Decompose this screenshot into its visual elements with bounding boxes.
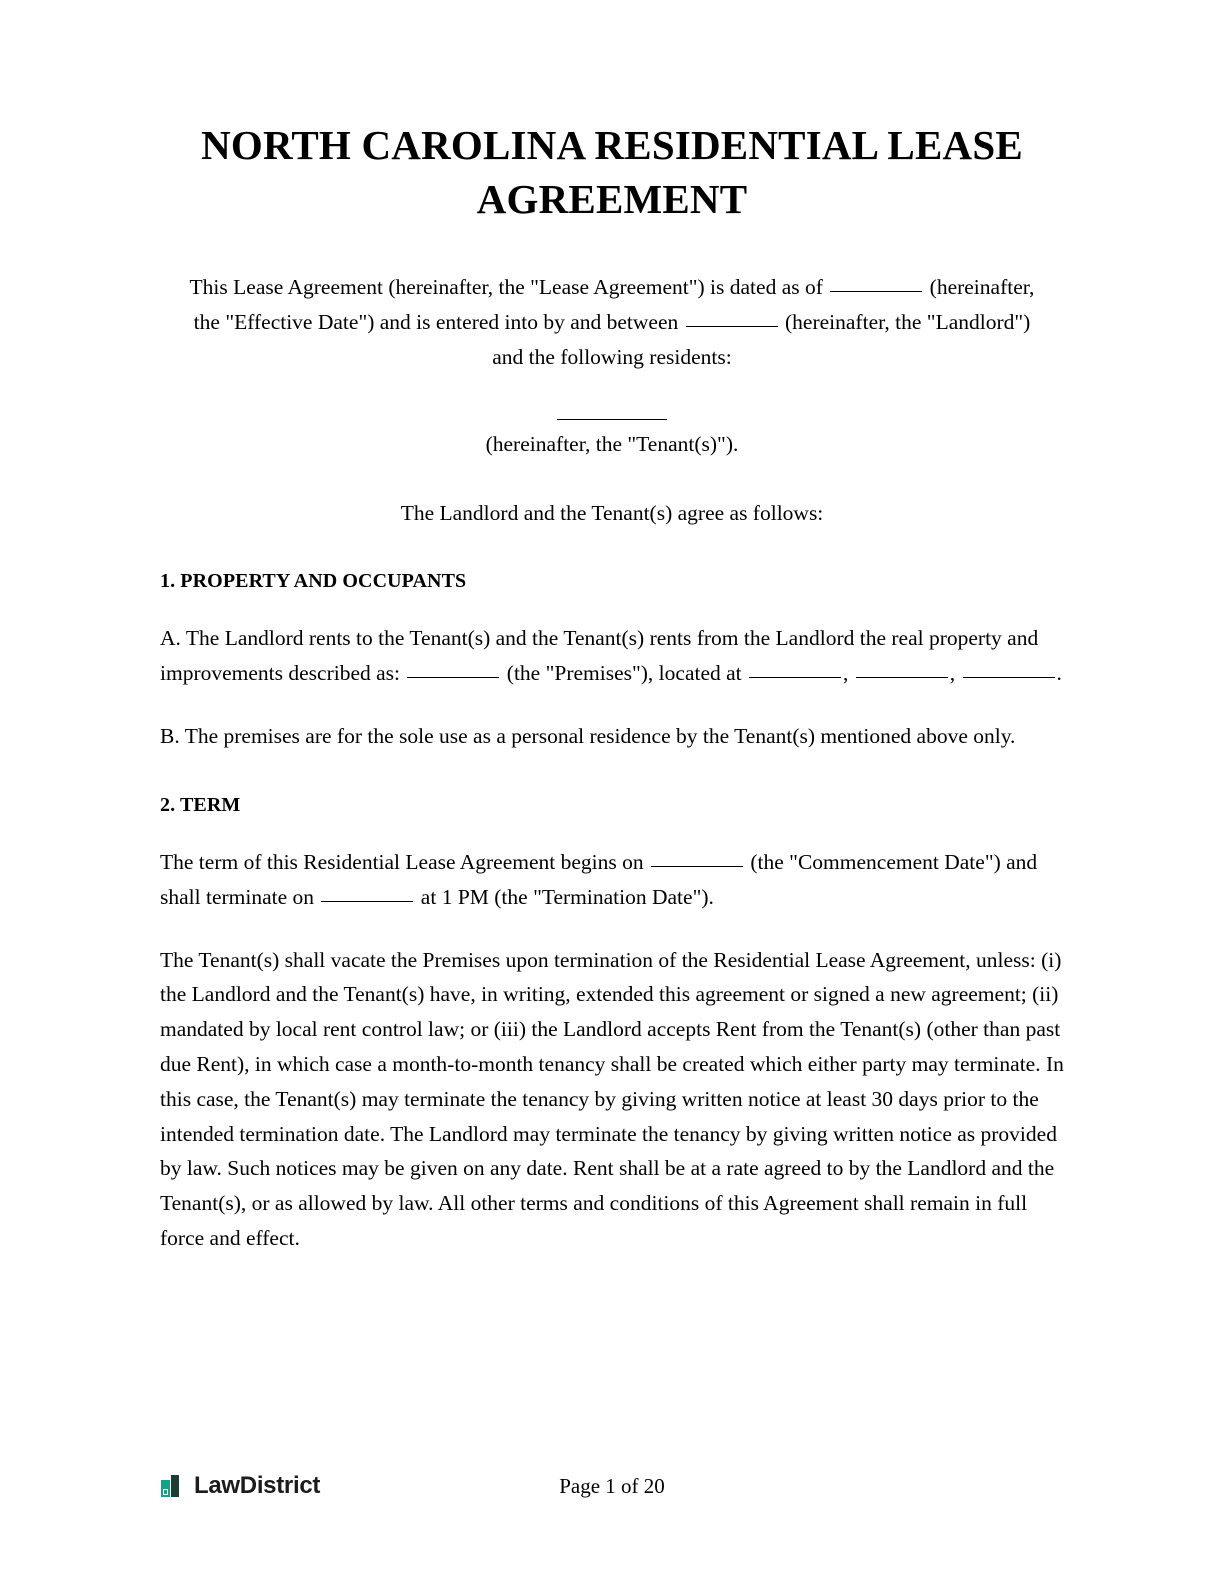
paragraph-1a-text-3: , — [843, 661, 854, 686]
page-title: NORTH CAROLINA RESIDENTIAL LEASE AGREEMENT — [201, 122, 1023, 223]
section-heading-property-and-occupants: 1. PROPERTY AND OCCUPANTS — [160, 570, 467, 593]
paragraph-1a-text-1: A. The Landlord rents to the Tenant(s) and the Tenant(s) rents from the Landlord the real property and improvements described as: — [160, 626, 1039, 686]
spacer — [160, 375, 1064, 409]
page-footer — [0, 1470, 1224, 1510]
page-number: Page 1 of 20 — [559, 1474, 665, 1498]
termination-date-blank[interactable] — [321, 901, 413, 902]
section-heading-term: 2. TERM — [160, 793, 241, 816]
tenant-caption: (hereinafter, the "Tenant(s)"). — [485, 431, 739, 456]
agreement-lead-in: The Landlord and the Tenant(s) agree as follows: — [400, 500, 824, 525]
effective-date-blank[interactable] — [830, 291, 922, 292]
intro-paragraph — [184, 270, 1040, 374]
premises-description-blank[interactable] — [407, 677, 499, 678]
paragraph-2a-text-2: (the "Commencement Date") and shall terminate on — [160, 849, 1038, 909]
premises-zip-blank[interactable] — [963, 677, 1055, 678]
paragraph-1a — [160, 621, 1064, 691]
paragraph-2a — [160, 845, 1064, 915]
landlord-name-blank[interactable] — [686, 326, 778, 327]
tenant-name-blank-row — [160, 409, 1064, 427]
paragraph-2a-text-3: at 1 PM (the "Termination Date"). — [415, 884, 714, 909]
paragraph-1a-text-2: (the "Premises"), located at — [501, 661, 748, 686]
brand-name-district: District — [239, 1472, 321, 1499]
commencement-date-blank[interactable] — [651, 866, 743, 867]
brand-name-law: Law — [194, 1472, 240, 1499]
paragraph-2b: The Tenant(s) shall vacate the Premises upon termination of the Residential Lease Agreement, unless: (i) the Landlord and the Tenant(s) have, in writing, extended this agreement or signed a new agreement; (ii) mandated by local rent control law; or (iii) the Landlord accepts Rent from the Tenant(s) (other than past due Rent), in which case a month-to-month tenancy shall be created which either party may terminate. In this case, the Tenant(s) may terminate the tenancy by giving written notice at least 30 days prior to the intended termination date. The Landlord may terminate the tenancy by giving written notice as provided by law. Such notices may be given on any date. Rent shall be at a rate agreed to by the Landlord and the Tenant(s), or as allowed by law. All other terms and conditions of this Agreement shall remain in full force and effect. — [160, 947, 1064, 1251]
paragraph-1a-text-4: , — [949, 661, 961, 686]
intro-text-1: This Lease Agreement (hereinafter, the "Lease Agreement") is dated as of — [189, 275, 829, 300]
intro-text-2: (hereinafter, the "Effective Date") and is entered into by and between — [193, 275, 1035, 335]
premises-address-blank[interactable] — [749, 677, 841, 678]
paragraph-1b: B. The premises are for the sole use as a personal residence by the Tenant(s) mentioned above only. — [160, 724, 1016, 749]
premises-city-blank[interactable] — [856, 677, 948, 678]
intro-text-3: (hereinafter, the "Landlord") and the following residents: — [492, 310, 1031, 369]
paragraph-2a-text-1: The term of this Residential Lease Agreement begins on — [160, 849, 649, 874]
tenant-name-blank[interactable] — [557, 419, 667, 420]
paragraph-1a-text-5: . — [1056, 661, 1062, 686]
